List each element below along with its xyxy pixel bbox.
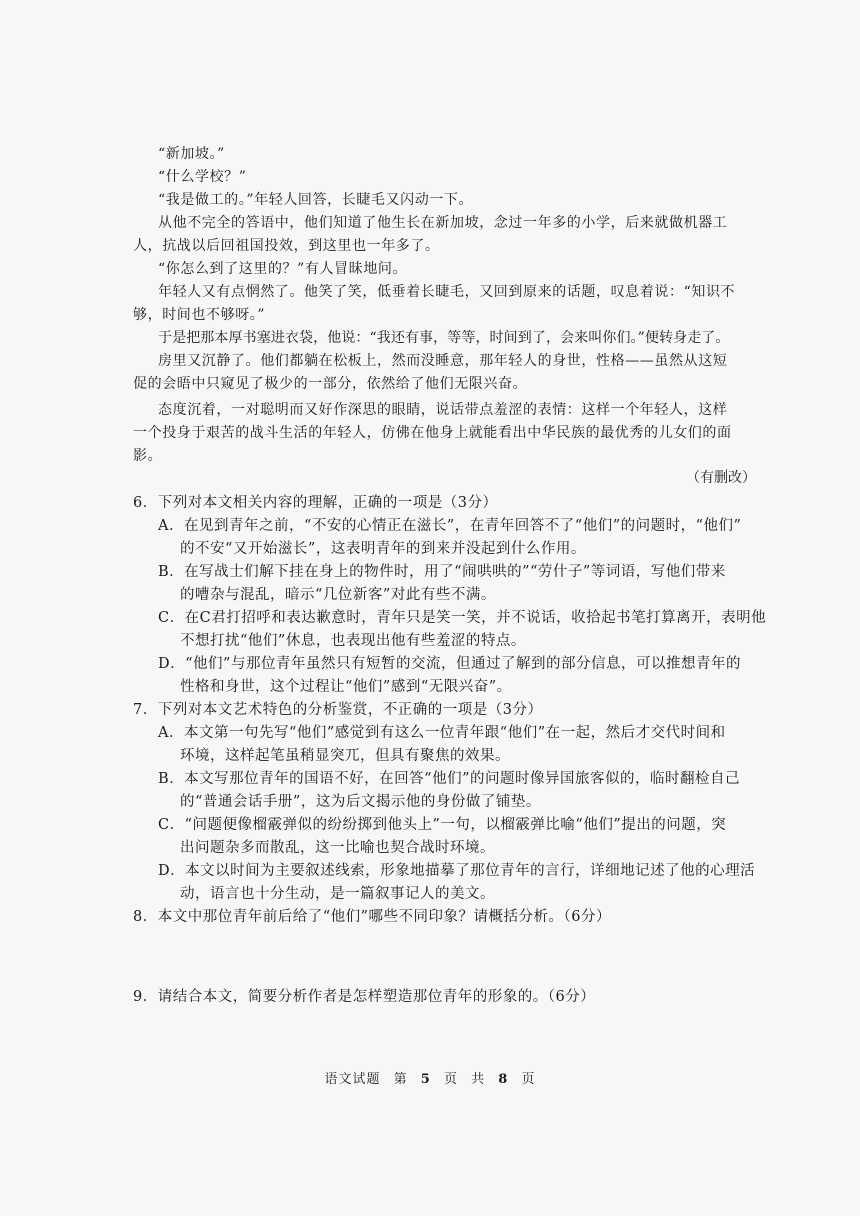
- passage-line: “我是做工的。”年轻人回答，长睫毛又闪动一下。: [158, 192, 474, 208]
- passage-line: 于是把那本厚书塞进衣袋，他说：“我还有事，等等，时间到了，会来叫你们。”便转身走了。: [158, 330, 730, 346]
- footer-subject: 语文试题: [324, 1072, 381, 1087]
- option-a: A．在见到青年之前，“不安的心情正在滋长”，在青年回答不了“他们”的问题时，“他们”: [158, 518, 742, 534]
- passage-line: 态度沉着，一对聪明而又好作深思的眼睛，说话带点羞涩的表情：这样一个年轻人，这样: [158, 402, 728, 418]
- passage-line: “什么学校？”: [158, 169, 247, 185]
- page-footer: [0, 1068, 860, 1087]
- passage-line: 人，抗战以后回祖国投效，到这里也一年多了。: [133, 238, 440, 254]
- option-d: D．本文以时间为主要叙述线索，形象地描摹了那位青年的言行，详细地记述了他的心理活: [158, 863, 756, 879]
- passage-line: 够，时间也不够呀。”: [133, 307, 266, 323]
- passage-line: 影。: [133, 448, 163, 464]
- option-c-cont: 不想打扰“他们”休息，也表现出他有些羞涩的特点。: [180, 633, 526, 649]
- source-note: （有删改）: [686, 470, 756, 486]
- passage-line: “你怎么到了这里的？”有人冒昧地问。: [158, 261, 408, 277]
- passage-line: 促的会晤中只窥见了极少的一部分，依然给了他们无限兴奋。: [133, 376, 528, 392]
- passage-line: 一个投身于艰苦的战斗生活的年轻人，仿佛在他身上就能看出中华民族的最优秀的儿女们的面: [133, 425, 732, 441]
- option-a-cont: 环境，这样起笔虽稍显突兀，但具有聚焦的效果。: [180, 748, 510, 764]
- option-d: D．“他们”与那位青年虽然只有短暂的交流，但通过了解到的部分信息，可以推想青年的: [158, 656, 741, 672]
- footer-di: 第: [393, 1072, 408, 1087]
- option-b-cont: 的“普通会话手册”，这为后文揭示他的身份做了铺垫。: [180, 794, 541, 810]
- option-c-cont: 出问题杂多而散乱，这一比喻也契合战时环境。: [180, 840, 495, 856]
- footer-ye: 页: [443, 1072, 458, 1087]
- option-d-cont: 性格和身世，这个过程让“他们”感到“无限兴奋”。: [180, 679, 512, 695]
- footer-page-number: 5: [420, 1072, 431, 1087]
- passage-line: 年轻人又有点惘然了。他笑了笑，低垂着长睫毛，又回到原来的话题，叹息着说：“知识不: [158, 284, 736, 300]
- option-c: C．“问题便像榴霰弹似的纷纷掷到他头上”一句，以榴霰弹比喻“他们”提出的问题，突: [158, 817, 727, 833]
- passage-line: 房里又沉静了。他们都躺在松板上，然而没睡意，那年轻人的身世，性格——虽然从这短: [158, 353, 728, 369]
- option-b-cont: 的嘈杂与混乱，暗示“几位新客”对此有些不满。: [180, 587, 496, 603]
- option-b: B．在写战士们解下挂在身上的物件时，用了“闹哄哄的”“劳什子”等词语，写他们带来: [158, 564, 726, 580]
- question-8: 8．本文中那位青年前后给了“他们”哪些不同印象？请概括分析。（6分）: [133, 909, 612, 925]
- footer-ye: 页: [521, 1072, 536, 1087]
- footer-gong: 共: [471, 1072, 486, 1087]
- footer-total-pages: 8: [498, 1072, 509, 1087]
- option-a-cont: 的不安“又开始滋长”，这表明青年的到来并没起到什么作用。: [180, 541, 586, 557]
- question-9: 9．请结合本文，简要分析作者是怎样塑造那位青年的形象的。（6分）: [133, 989, 596, 1005]
- passage-line: “新加坡。”: [158, 146, 225, 162]
- question-stem: 7．下列对本文艺术特色的分析鉴赏，不正确的一项是（3分）: [133, 702, 543, 718]
- option-d-cont: 动，语言也十分生动，是一篇叙事记人的美文。: [180, 886, 495, 902]
- passage-line: 从他不完全的答语中，他们知道了他生长在新加坡，念过一年多的小学，后来就做机器工: [158, 215, 728, 231]
- option-a: A．本文第一句先写“他们”感觉到有这么一位青年跟“他们”在一起，然后才交代时间和: [158, 725, 726, 741]
- question-stem: 6．下列对本文相关内容的理解，正确的一项是（3分）: [133, 495, 498, 511]
- option-b: B．本文写那位青年的国语不好，在回答“他们”的问题时像异国旅客似的，临时翻检自己: [158, 771, 740, 787]
- option-c: C．在C君打招呼和表达歉意时，青年只是笑一笑，并不说话，收拾起书笔打算离开，表明他: [158, 610, 767, 626]
